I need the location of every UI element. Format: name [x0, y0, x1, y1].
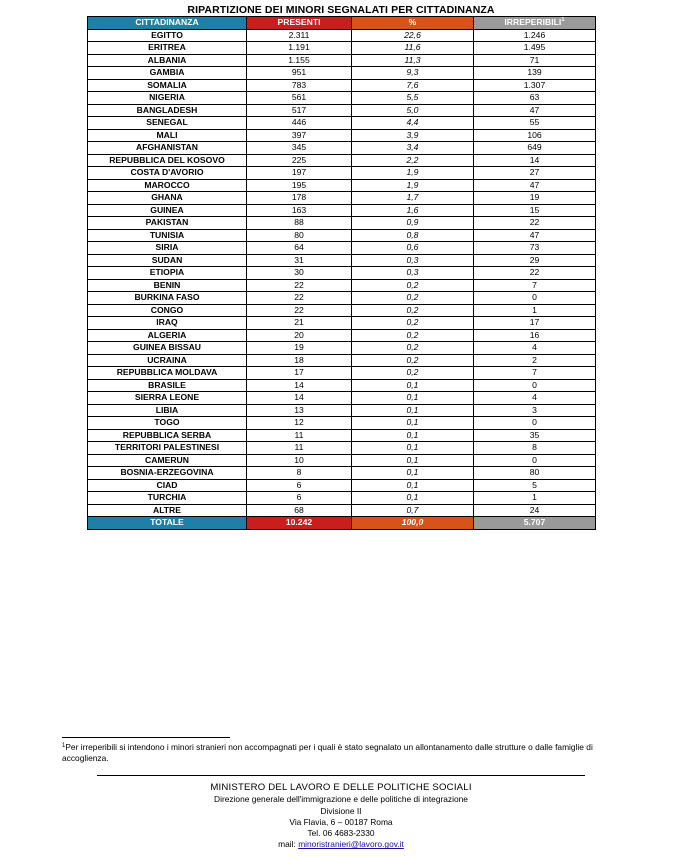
presenti-cell: 10 [247, 454, 352, 467]
irreperibili-cell: 0 [474, 417, 596, 430]
presenti-cell: 397 [247, 129, 352, 142]
table-row [88, 167, 596, 180]
table-row [88, 204, 596, 217]
irreperibili-cell: 27 [474, 167, 596, 180]
footnote-ref: 1 [561, 17, 565, 24]
country-cell: GUINEA BISSAU [88, 342, 247, 355]
presenti-cell: 11 [247, 442, 352, 455]
irreperibili-cell: 22 [474, 217, 596, 230]
percent-cell: 0,1 [352, 454, 474, 467]
country-cell: GUINEA [88, 204, 247, 217]
irreperibili-cell: 80 [474, 467, 596, 480]
footer-mail-line [0, 839, 682, 850]
presenti-cell: 22 [247, 279, 352, 292]
country-cell: COSTA D'AVORIO [88, 167, 247, 180]
presenti-cell: 64 [247, 242, 352, 255]
irreperibili-cell: 0 [474, 454, 596, 467]
percent-cell: 11,6 [352, 42, 474, 55]
total-presenti: 10.242 [247, 517, 352, 530]
irreperibili-cell: 14 [474, 154, 596, 167]
country-cell: GHANA [88, 192, 247, 205]
table-row [88, 254, 596, 267]
presenti-cell: 1.155 [247, 54, 352, 67]
irreperibili-cell: 73 [474, 242, 596, 255]
country-cell: SOMALIA [88, 79, 247, 92]
total-row [88, 517, 596, 530]
irreperibili-cell: 71 [474, 54, 596, 67]
table-row [88, 67, 596, 80]
presenti-cell: 13 [247, 404, 352, 417]
percent-cell: 0,2 [352, 342, 474, 355]
table-row [88, 154, 596, 167]
table-row [88, 429, 596, 442]
irreperibili-cell: 29 [474, 254, 596, 267]
percent-cell: 4,4 [352, 117, 474, 130]
percent-cell: 5,5 [352, 92, 474, 105]
irreperibili-cell: 8 [474, 442, 596, 455]
presenti-cell: 80 [247, 229, 352, 242]
table-row [88, 417, 596, 430]
country-cell: NIGERIA [88, 92, 247, 105]
presenti-cell: 345 [247, 142, 352, 155]
table-row [88, 504, 596, 517]
country-cell: BOSNIA-ERZEGOVINA [88, 467, 247, 480]
presenti-cell: 561 [247, 92, 352, 105]
total-percent: 100,0 [352, 517, 474, 530]
percent-cell: 1,7 [352, 192, 474, 205]
presenti-cell: 22 [247, 292, 352, 305]
irreperibili-cell: 649 [474, 142, 596, 155]
percent-cell: 0,1 [352, 417, 474, 430]
irreperibili-cell: 1.246 [474, 29, 596, 42]
country-cell: CAMERUN [88, 454, 247, 467]
irreperibili-cell: 7 [474, 367, 596, 380]
presenti-cell: 11 [247, 429, 352, 442]
footer-mail-label: mail: [278, 839, 299, 850]
percent-cell: 0,9 [352, 217, 474, 230]
footnote-divider [62, 737, 230, 738]
table-row [88, 392, 596, 405]
table-row [88, 292, 596, 305]
irreperibili-cell: 35 [474, 429, 596, 442]
country-cell: SENEGAL [88, 117, 247, 130]
table-header-row [88, 17, 596, 30]
country-cell: UCRAINA [88, 354, 247, 367]
table-row [88, 92, 596, 105]
country-cell: ALBANIA [88, 54, 247, 67]
presenti-cell: 22 [247, 304, 352, 317]
presenti-cell: 14 [247, 392, 352, 405]
country-cell: SIRIA [88, 242, 247, 255]
presenti-cell: 951 [247, 67, 352, 80]
presenti-cell: 6 [247, 479, 352, 492]
irreperibili-cell: 24 [474, 504, 596, 517]
footer-address: Via Flavia, 6 – 00187 Roma [289, 816, 393, 827]
percent-cell: 0,1 [352, 467, 474, 480]
presenti-cell: 17 [247, 367, 352, 380]
country-cell: SUDAN [88, 254, 247, 267]
table-row [88, 304, 596, 317]
presenti-cell: 68 [247, 504, 352, 517]
percent-cell: 7,6 [352, 79, 474, 92]
country-cell: REPUBBLICA DEL KOSOVO [88, 154, 247, 167]
percent-cell: 5,0 [352, 104, 474, 117]
table-row [88, 267, 596, 280]
irreperibili-cell: 47 [474, 229, 596, 242]
country-cell: REPUBBLICA SERBA [88, 429, 247, 442]
country-cell: GAMBIA [88, 67, 247, 80]
irreperibili-cell: 0 [474, 292, 596, 305]
irreperibili-cell: 2 [474, 354, 596, 367]
footnote [62, 742, 632, 764]
irreperibili-cell: 17 [474, 317, 596, 330]
presenti-cell: 197 [247, 167, 352, 180]
header-percent: % [352, 17, 474, 30]
presenti-cell: 446 [247, 117, 352, 130]
table-row [88, 379, 596, 392]
country-cell: PAKISTAN [88, 217, 247, 230]
table-row [88, 404, 596, 417]
footer-mail-link[interactable]: minoristranieri@lavoro.gov.it [298, 839, 404, 850]
percent-cell: 0,1 [352, 442, 474, 455]
header-irreperibili-label: IRREPERIBILI [504, 17, 562, 28]
irreperibili-cell: 47 [474, 179, 596, 192]
country-cell: CONGO [88, 304, 247, 317]
table-row [88, 329, 596, 342]
irreperibili-cell: 63 [474, 92, 596, 105]
irreperibili-cell: 7 [474, 279, 596, 292]
irreperibili-cell: 4 [474, 392, 596, 405]
presenti-cell: 517 [247, 104, 352, 117]
country-cell: ERITREA [88, 42, 247, 55]
citizenship-table [87, 16, 596, 530]
irreperibili-cell: 19 [474, 192, 596, 205]
irreperibili-cell: 1.495 [474, 42, 596, 55]
table-row [88, 217, 596, 230]
percent-cell: 3,9 [352, 129, 474, 142]
country-cell: BURKINA FASO [88, 292, 247, 305]
presenti-cell: 163 [247, 204, 352, 217]
percent-cell: 0,1 [352, 392, 474, 405]
irreperibili-cell: 15 [474, 204, 596, 217]
country-cell: MALI [88, 129, 247, 142]
presenti-cell: 30 [247, 267, 352, 280]
irreperibili-cell: 22 [474, 267, 596, 280]
irreperibili-cell: 55 [474, 117, 596, 130]
table-row [88, 342, 596, 355]
percent-cell: 0,1 [352, 492, 474, 505]
presenti-cell: 19 [247, 342, 352, 355]
table-row [88, 242, 596, 255]
table-row [88, 467, 596, 480]
irreperibili-cell: 106 [474, 129, 596, 142]
table-row [88, 192, 596, 205]
percent-cell: 0,1 [352, 404, 474, 417]
irreperibili-cell: 16 [474, 329, 596, 342]
country-cell: ALTRE [88, 504, 247, 517]
table-row [88, 317, 596, 330]
table-row [88, 129, 596, 142]
percent-cell: 0,1 [352, 379, 474, 392]
irreperibili-cell: 1 [474, 492, 596, 505]
presenti-cell: 21 [247, 317, 352, 330]
presenti-cell: 18 [247, 354, 352, 367]
presenti-cell: 88 [247, 217, 352, 230]
footer-divider [97, 775, 585, 776]
presenti-cell: 1.191 [247, 42, 352, 55]
country-cell: IRAQ [88, 317, 247, 330]
presenti-cell: 178 [247, 192, 352, 205]
irreperibili-cell: 4 [474, 342, 596, 355]
presenti-cell: 2.311 [247, 29, 352, 42]
table-row [88, 454, 596, 467]
irreperibili-cell: 0 [474, 379, 596, 392]
table-row [88, 54, 596, 67]
footnote-text: Per irreperibili si intendono i minori stranieri non accompagnati per i quali è stato segnalato un allontanamento dalle strutture o dalle famiglie di accoglienza. [62, 742, 593, 763]
irreperibili-cell: 1 [474, 304, 596, 317]
presenti-cell: 14 [247, 379, 352, 392]
table-row [88, 479, 596, 492]
percent-cell: 22,6 [352, 29, 474, 42]
country-cell: AFGHANISTAN [88, 142, 247, 155]
percent-cell: 0,2 [352, 354, 474, 367]
presenti-cell: 783 [247, 79, 352, 92]
percent-cell: 1,9 [352, 179, 474, 192]
header-irreperibili [474, 17, 596, 30]
total-irreperibili: 5.707 [474, 517, 596, 530]
percent-cell: 0,1 [352, 479, 474, 492]
country-cell: TOGO [88, 417, 247, 430]
presenti-cell: 20 [247, 329, 352, 342]
percent-cell: 0,7 [352, 504, 474, 517]
percent-cell: 1,6 [352, 204, 474, 217]
header-cittadinanza: CITTADINANZA [88, 17, 247, 30]
table-row [88, 367, 596, 380]
footer [0, 782, 682, 851]
percent-cell: 3,4 [352, 142, 474, 155]
presenti-cell: 12 [247, 417, 352, 430]
percent-cell: 1,9 [352, 167, 474, 180]
presenti-cell: 195 [247, 179, 352, 192]
percent-cell: 0,1 [352, 429, 474, 442]
table-row [88, 79, 596, 92]
table-row [88, 42, 596, 55]
country-cell: SIERRA LEONE [88, 392, 247, 405]
percent-cell: 0,2 [352, 317, 474, 330]
footer-tel: Tel. 06 4683-2330 [307, 828, 375, 839]
country-cell: ETIOPIA [88, 267, 247, 280]
country-cell: MAROCCO [88, 179, 247, 192]
percent-cell: 0,8 [352, 229, 474, 242]
percent-cell: 0,2 [352, 329, 474, 342]
percent-cell: 0,2 [352, 304, 474, 317]
presenti-cell: 31 [247, 254, 352, 267]
table-row [88, 229, 596, 242]
presenti-cell: 6 [247, 492, 352, 505]
footer-divisione: Divisione II [320, 805, 362, 816]
country-cell: EGITTO [88, 29, 247, 42]
header-presenti: PRESENTI [247, 17, 352, 30]
irreperibili-cell: 5 [474, 479, 596, 492]
table-row [88, 29, 596, 42]
country-cell: CIAD [88, 479, 247, 492]
footnote-marker: 1 [62, 743, 66, 749]
country-cell: REPUBBLICA MOLDAVA [88, 367, 247, 380]
country-cell: BENIN [88, 279, 247, 292]
percent-cell: 0,2 [352, 279, 474, 292]
percent-cell: 2,2 [352, 154, 474, 167]
page-title: RIPARTIZIONE DEI MINORI SEGNALATI PER CITTADINANZA [187, 4, 495, 16]
percent-cell: 0,2 [352, 292, 474, 305]
country-cell: TUNISIA [88, 229, 247, 242]
footer-org: MINISTERO DEL LAVORO E DELLE POLITICHE SOCIALI [210, 782, 472, 793]
country-cell: LIBIA [88, 404, 247, 417]
country-cell: TERRITORI PALESTINESI [88, 442, 247, 455]
country-cell: BANGLADESH [88, 104, 247, 117]
irreperibili-cell: 139 [474, 67, 596, 80]
footer-direzione: Direzione generale dell'immigrazione e delle politiche di integrazione [214, 794, 468, 805]
percent-cell: 9,3 [352, 67, 474, 80]
irreperibili-cell: 3 [474, 404, 596, 417]
table-body [88, 29, 596, 529]
percent-cell: 0,3 [352, 267, 474, 280]
country-cell: BRASILE [88, 379, 247, 392]
table-row [88, 117, 596, 130]
table-row [88, 104, 596, 117]
table-row [88, 442, 596, 455]
presenti-cell: 8 [247, 467, 352, 480]
table-row [88, 492, 596, 505]
presenti-cell: 225 [247, 154, 352, 167]
total-label: TOTALE [88, 517, 247, 530]
irreperibili-cell: 1.307 [474, 79, 596, 92]
country-cell: TURCHIA [88, 492, 247, 505]
table-row [88, 279, 596, 292]
country-cell: ALGERIA [88, 329, 247, 342]
table-row [88, 354, 596, 367]
table-row [88, 179, 596, 192]
percent-cell: 11,3 [352, 54, 474, 67]
percent-cell: 0,2 [352, 367, 474, 380]
irreperibili-cell: 47 [474, 104, 596, 117]
percent-cell: 0,6 [352, 242, 474, 255]
percent-cell: 0,3 [352, 254, 474, 267]
table-row [88, 142, 596, 155]
